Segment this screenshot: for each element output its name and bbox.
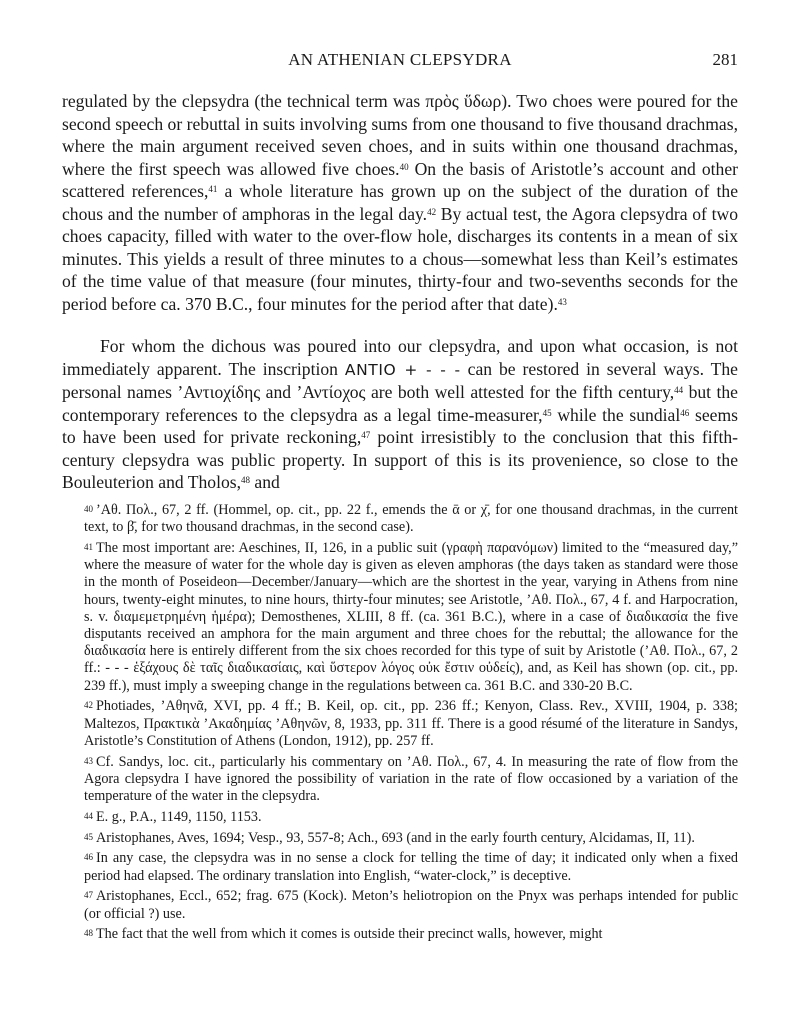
body-paragraph-2 [62,335,738,494]
para1-text-3: a whole literature has grown up on the subject of the duration of the chous and the number of amphoras in the legal day. [62,181,738,224]
footnote-41 [84,540,738,695]
footnote-ref-47: 47 [361,430,371,440]
para2-text-3: but the contemporary references to the clepsydra as a legal time-measurer, [62,382,738,425]
para2-text-7: and [250,472,280,492]
footnote-number: 47 [84,890,93,901]
page-number: 281 [712,50,738,69]
footnote-number: 44 [84,810,93,821]
footnote-42 [84,698,738,750]
body-paragraph-1 [62,90,738,315]
footnote-text: ’Αθ. Πολ., 67, 2 ff. (Hommel, op. cit., pp. 22 f., emends the ᾱ or χ̄, for one thousand drachmas, in the current text, to β̄, for two thousand drachmas, in the second case). [84,502,738,536]
footnote-48 [84,926,738,943]
footnote-ref-40: 40 [399,161,409,172]
footnote-ref-43: 43 [557,296,567,307]
footnote-44 [84,809,738,826]
running-title: AN ATHENIAN CLEPSYDRA [288,50,512,69]
footnote-number: 40 [84,504,93,514]
para2-text-1: For whom the dichous was poured into our clepsydra, and upon what occasion, is not immediately apparent. The inscription [62,336,738,379]
footnote-text: In any case, the clepsydra was in no sense a clock for telling the time of day; it indicated only when a fixed period had elapsed. The ordinary translation into English, “water-clock,” is deceptive. [84,850,738,884]
footnote-text: E. g., P.A., 1149, 1150, 1153. [96,808,262,825]
footnote-text: Aristophanes, Eccl., 652; frag. 675 (Kock). Meton’s heliotropion on the Pnyx was perhaps intended for public (or official ?) use. [84,888,738,922]
footnote-number: 45 [84,831,93,842]
footnote-43 [84,754,738,806]
footnote-text: The fact that the well from which it comes is outside their precinct walls, however, might [96,926,603,943]
footnote-number: 48 [84,928,93,939]
footnote-text: Aristophanes, Aves, 1694; Vesp., 93, 557-8; Ach., 693 (and in the early fourth century, Alcidamas, II, 11). [96,829,695,846]
footnote-ref-41: 41 [208,184,218,194]
footnote-ref-45: 45 [542,407,552,418]
para2-text-5: seems to have been used for private reckoning, [62,404,738,447]
footnote-47 [84,888,738,922]
footnote-ref-44: 44 [674,385,684,395]
footnote-46 [84,850,738,884]
footnote-ref-46: 46 [680,407,690,418]
footnote-text: Photiades, ’Αθηνᾶ, XVI, pp. 4 ff.; B. Keil, op. cit., pp. 236 ff.; Kenyon, Class. Rev., XVIII, 1904, p. 338; Maltezos, Πρακτικὰ ’Ακαδημίας ’Αθηνῶν, 8, 1933, pp. 311 ff. There is a good résumé of the literature in Sandys, Aristotle’s Constitution of Athens (London, 1912), pp. 257 ff. [84,698,738,749]
para1-text-2: On the basis of Aristotle’s account and other scattered references, [62,158,738,201]
footnote-ref-42: 42 [427,206,437,217]
para2-text-2: can be restored in several ways. The personal names ’Αντιοχίδης and ’Αντίοχος are both well attested for the fifth century, [62,358,738,402]
page-header [62,50,738,74]
footnote-number: 46 [84,852,93,863]
para1-text-4: By actual test, the Agora clepsydra of two choes capacity, filled with water to the over-flow hole, discharges its contents in a mean of six minutes. This yields a result of three minutes to a chous—somewhat less than Keil’s estimates of the time value of that measure (four minutes, thirty-four and two-sevenths seconds for the period before ca. 370 B.C., four minutes for the period after that date). [62,203,738,314]
footnote-number: 43 [84,755,93,766]
footnote-number: 42 [84,700,93,711]
footnote-40 [84,502,738,536]
para1-text-1: regulated by the clepsydra (the technical term was πρὸς ὕδωρ). Two choes were poured for the second speech or rebuttal in suits involving sums from one thousand to five thousand drachmas, where the main argument received seven choes, and in suits within one thousand drachmas, where the first speech was allowed five choes. [62,91,738,179]
footnotes-section [84,502,738,947]
footnote-text: The most important are: Aeschines, II, 126, in a public suit (γραφὴ παρανόμων) limited to the “measured day,” where the measure of water for the whole day is given as eleven amphoras (the days taken as standard were those in the month of Poseideon—December/January—which are the shortest in the year, varying in Athens from nine hours, twenty-eight minutes, to nine hours, thirty-four minutes; see Aristotle, ’Αθ. Πολ., 67, 4 f. and Harpocration, s. v. διαμεμετρημένη ἡμέρα); Demosthenes, XLIII, 8 ff. (ca. 361 B.C.), where in a case of διαδικασία the five disputants received an amphora for the main argument and three choes for the rebuttal; the allowance for the διαδικασία here is entirely different from the six choes recorded for this type of suit by Aristotle (’Αθ. Πολ., 67, 2 ff.: - - - ἑξάχους δὲ ταῖς διαδικασίαις, καὶ ὕστερον λόγος οὐκ ἔστιν οὐδείς), and, as Keil has shown (op. cit., pp. 239 ff.), must imply a sweeping change in the regulations between ca. 361 B.C. and 330-20 B.C. [84,540,738,694]
footnote-number: 41 [84,542,93,552]
footnote-45 [84,830,738,847]
para2-text-6: point irresistibly to the conclusion that this fifth-century clepsydra was public property. In support of this is its provenience, so close to the Bouleuterion and Tholos, [62,427,738,492]
para2-text-4: while the sundial [551,404,681,425]
footnote-ref-48: 48 [241,475,251,485]
footnote-text: Cf. Sandys, loc. cit., particularly his commentary on ’Αθ. Πολ., 67, 4. In measuring the rate of flow from the Agora clepsydra I have ignored the possibility of variation in the rate of flow occasioned by a variation of the temperature of the water in the clepsydra. [84,753,738,805]
inscription-text: ANTIO + - - - [344,360,461,379]
